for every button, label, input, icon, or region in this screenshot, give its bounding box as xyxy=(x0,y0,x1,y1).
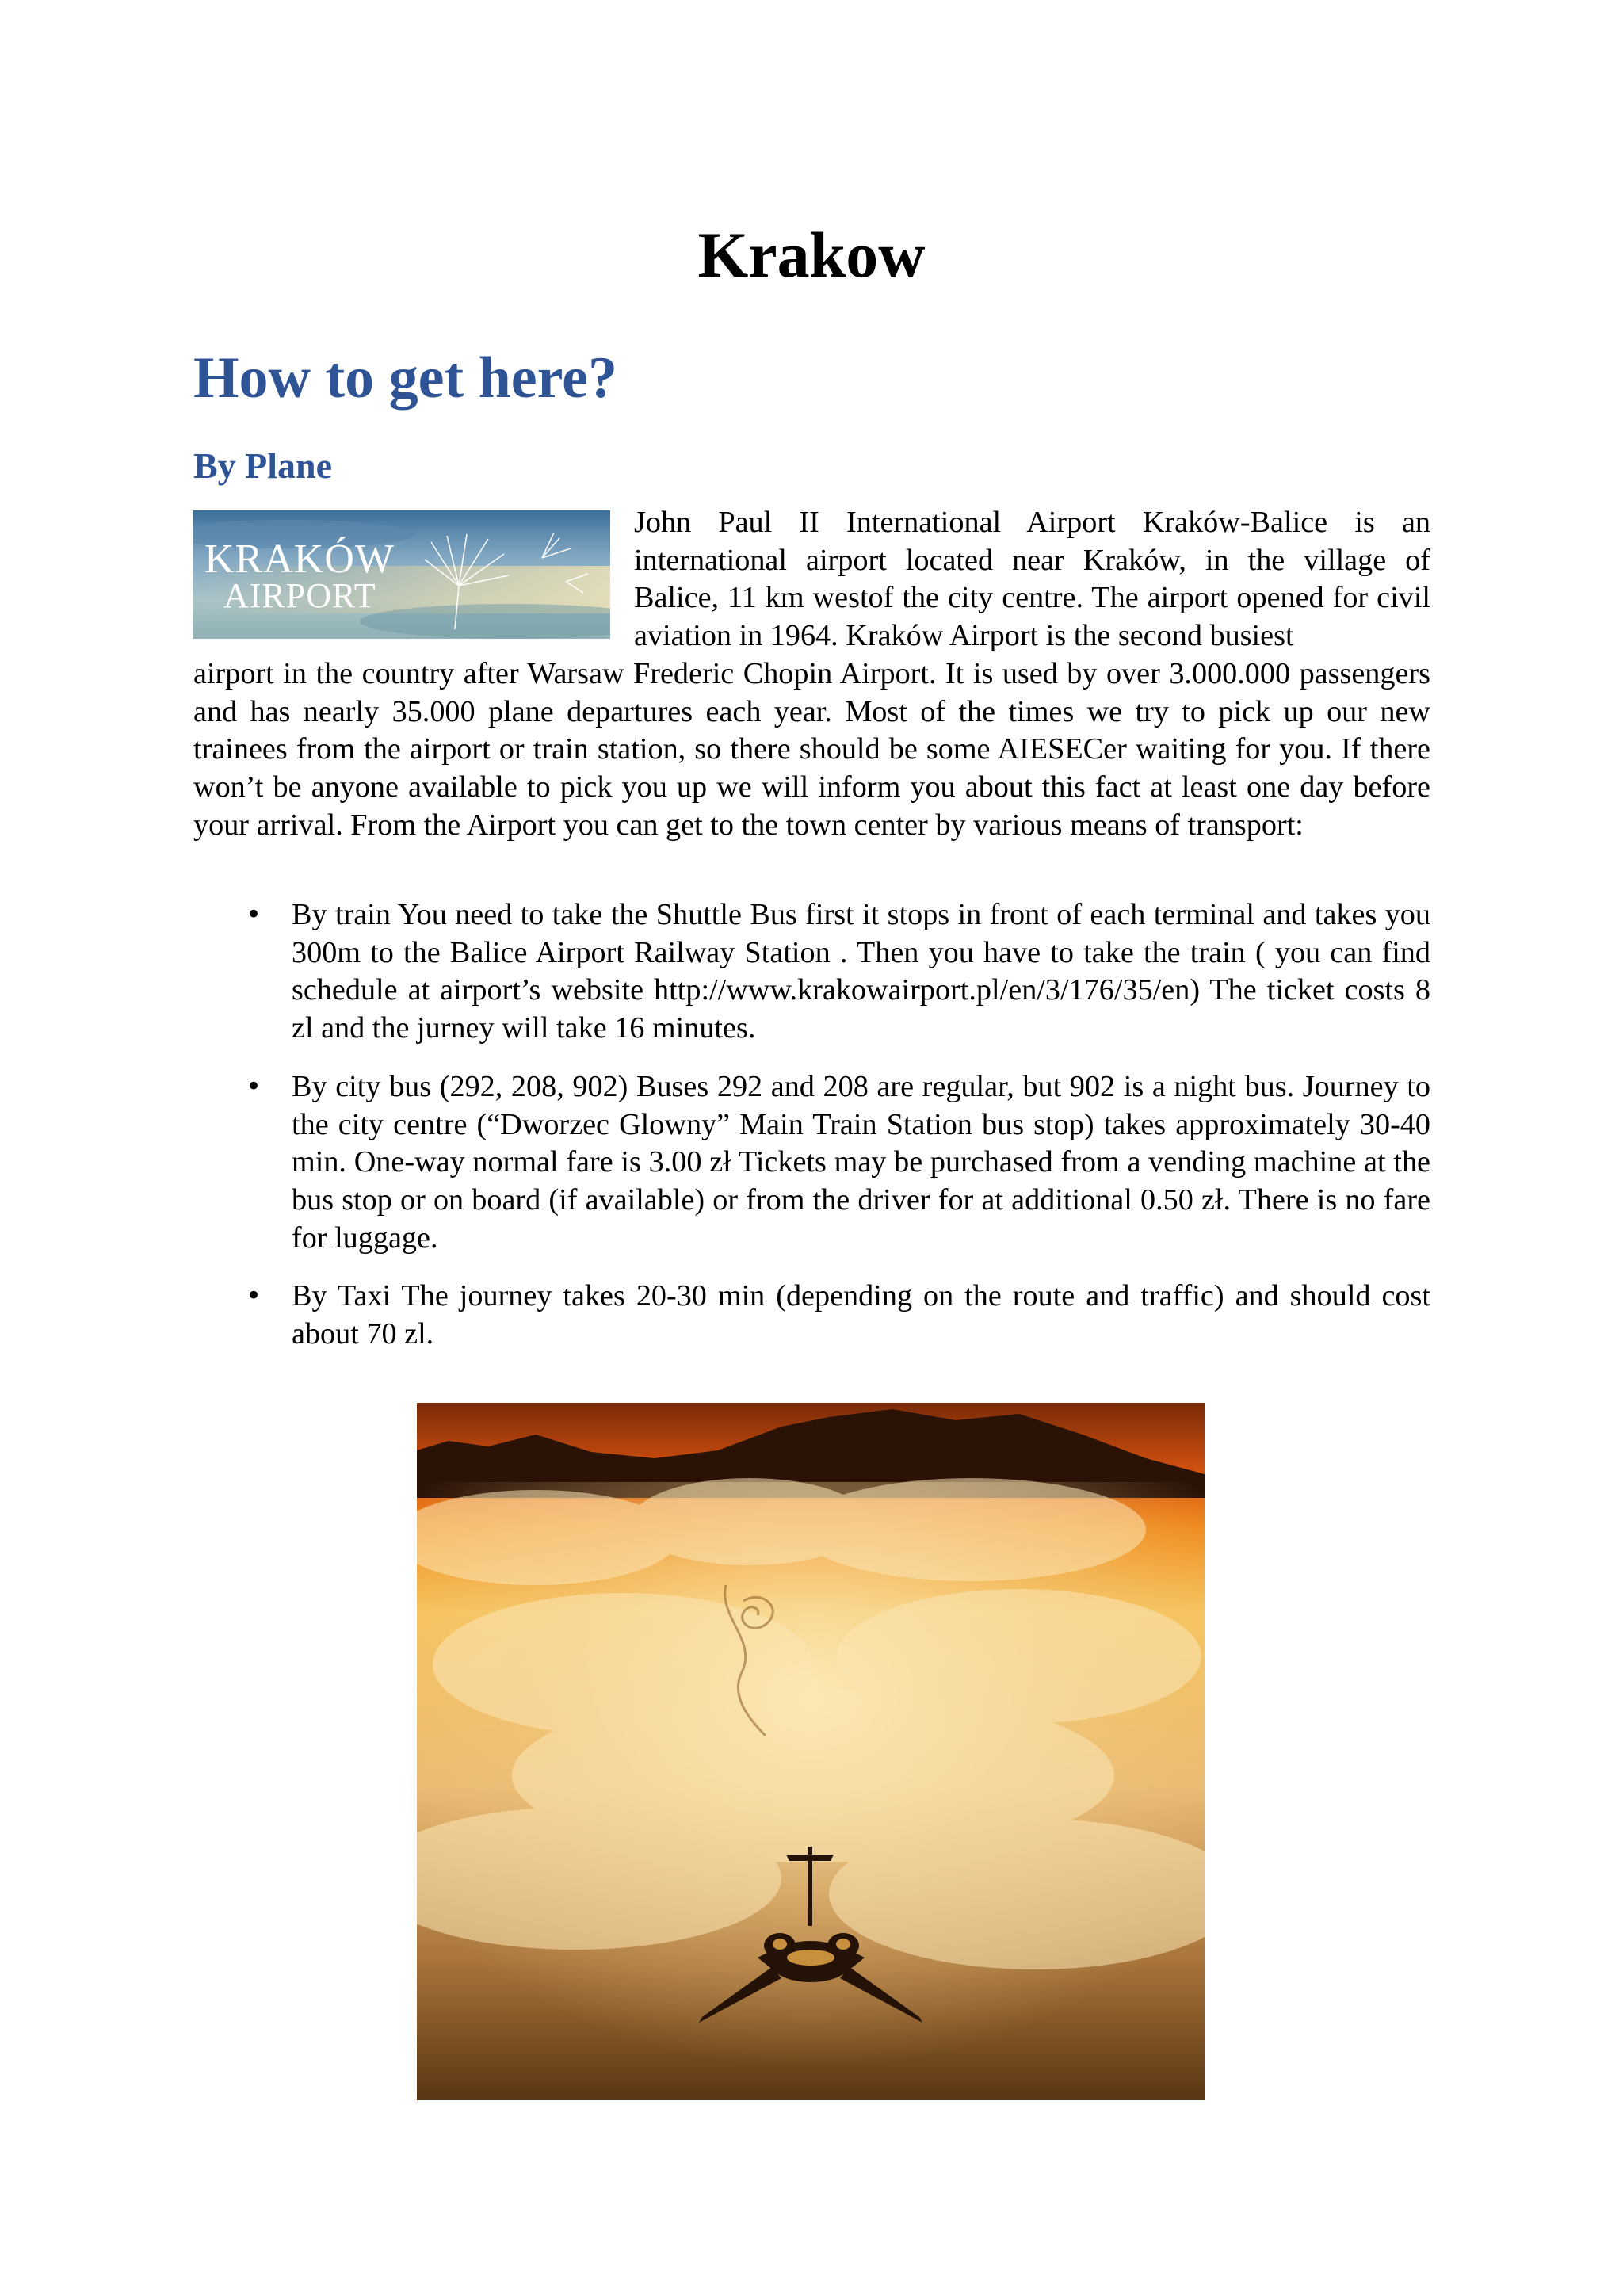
transport-option-train xyxy=(193,896,1430,1048)
document-title: Krakow xyxy=(697,219,926,291)
bullet-icon: • xyxy=(246,899,262,930)
transport-option-text: By train You need to take the Shuttle Bus first it stops in front of each terminal and takes you 300m to the Balice Airport Railway Station . Then you have to take the train ( you can find schedule at airport’s website http://www.krakowairport.pl/en/3/176/35/en) The ticket costs 8 zl and the jurney will take 16 minutes. xyxy=(292,898,1430,1045)
intro-paragraph-continued: airport in the country after Warsaw Frederic Chopin Airport. It is used by over 3.000.000 passengers and has nearly 35.000 plane departures each year. Most of the times we try to pick up our new trainees from the airport or train station, so there should be some AIESECer waiting for you. If there won’t be anyone available to pick you up we will inform you about this fact at least one day before your arrival. From the Airport you can get to the town center by various means of transport: xyxy=(193,657,1430,842)
logo-line-2: AIRPORT xyxy=(223,576,376,615)
krakow-airport-logo xyxy=(193,510,610,639)
section-heading: How to get here? xyxy=(193,346,617,411)
transport-option-bus xyxy=(193,1068,1430,1258)
logo-line-1: KRAKÓW xyxy=(204,537,395,582)
transport-options-list xyxy=(193,896,1430,1374)
transport-option-text: By city bus (292, 208, 902) Buses 292 and 208 are regular, but 902 is a night bus. Journey to the city centre (“Dworzec Glowny” Main Train Station bus stop) takes approximately 30-40 min. One-way normal fare is 3.00 zł Tickets may be purchased from a vending machine at the bus stop or on board (if available) or from the driver for at additional 0.50 zł. There is no fare for luggage. xyxy=(292,1069,1430,1255)
subsection-heading: By Plane xyxy=(193,445,333,486)
transport-option-text: By Taxi The journey takes 20-30 min (depending on the route and traffic) and should cost about 70 zl. xyxy=(292,1279,1430,1351)
bullet-icon: • xyxy=(246,1070,262,1102)
airplane-over-clouds-photo xyxy=(417,1403,1205,2100)
intro-paragraph-wrapped: John Paul II International Airport Kraków-Balice is an international airport located near Kraków, in the village of Balice, 11 km westof the city centre. The airport opened for civil aviation in 1964. Kraków Airport is the second busiest xyxy=(634,506,1430,653)
bullet-icon: • xyxy=(246,1280,262,1312)
transport-option-taxi xyxy=(193,1278,1430,1353)
